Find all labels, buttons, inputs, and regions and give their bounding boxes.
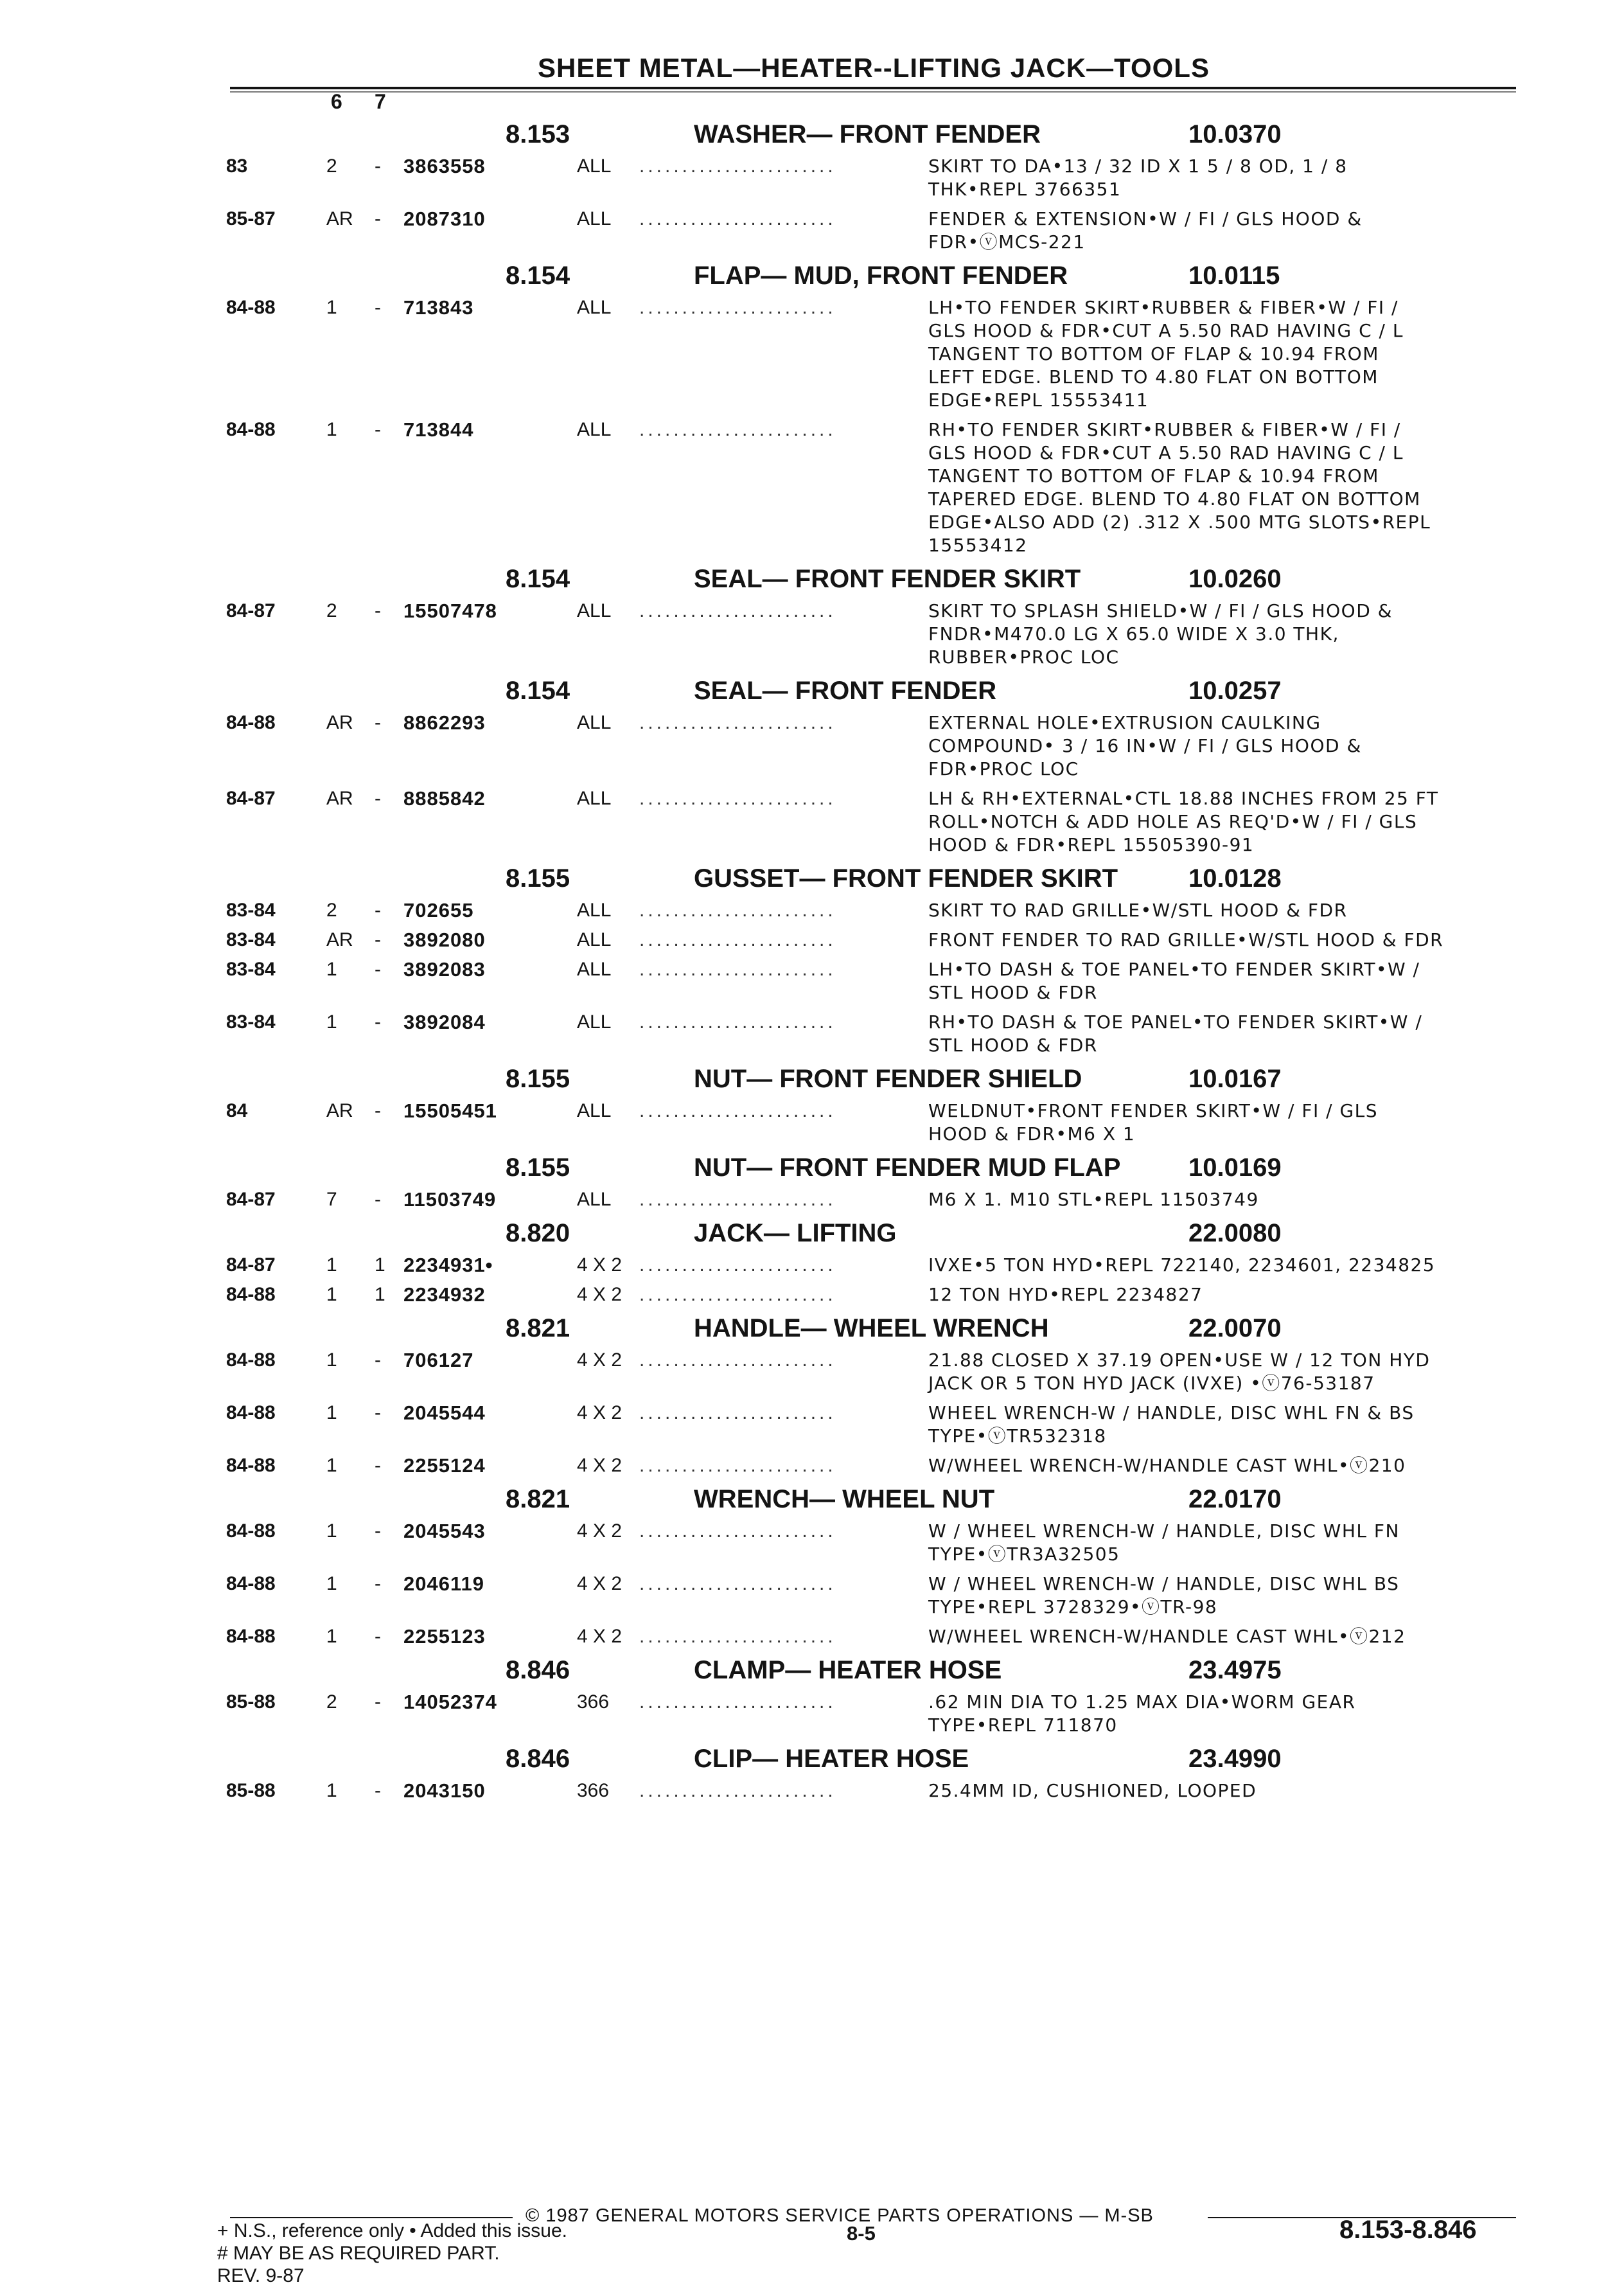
catalog-section — [0, 1218, 1624, 1313]
part-number: 3892083 — [403, 958, 486, 981]
section-group-code: 22.0070 — [1188, 1314, 1282, 1342]
quantity: AR — [326, 788, 353, 809]
part-number: 2234932 — [403, 1283, 486, 1306]
leader-dots: ....................... — [639, 1780, 836, 1801]
model-years: 84-88 — [226, 297, 276, 318]
quantity: 2 — [326, 600, 337, 621]
catalog-section — [0, 1063, 1624, 1152]
leader-dots: ....................... — [639, 1349, 836, 1371]
quantity: 1 — [326, 1780, 337, 1801]
model-applicability: 4 X 2 — [577, 1455, 622, 1476]
model-applicability: ALL — [577, 208, 612, 229]
catalog-section — [0, 675, 1624, 863]
column-7-value: - — [375, 419, 381, 440]
column-7-value: - — [375, 1349, 381, 1371]
column-7-value: - — [375, 1780, 381, 1801]
quantity: 1 — [326, 419, 337, 440]
page-number: 8-5 — [847, 2222, 876, 2245]
section-ref-number: 8.155 — [506, 864, 570, 893]
leader-dots: ....................... — [639, 600, 836, 621]
model-years: 85-88 — [226, 1780, 276, 1801]
column-7-value: - — [375, 297, 381, 318]
section-ref-number: 8.821 — [506, 1485, 570, 1513]
leader-dots: ....................... — [639, 1626, 836, 1647]
model-years: 84 — [226, 1100, 248, 1121]
part-description: FENDER & EXTENSION•W / FI / GLS HOOD & FDR•ⓥMCS-221 — [928, 208, 1363, 253]
section-part-name: CLAMP— HEATER HOSE — [694, 1656, 1002, 1684]
leader-dots: ....................... — [639, 1402, 836, 1423]
quantity: 1 — [326, 297, 337, 318]
part-number: 2255124 — [403, 1454, 486, 1477]
section-ref-number: 8.154 — [506, 677, 570, 705]
catalog-section — [0, 863, 1624, 1063]
model-applicability: ALL — [577, 1100, 612, 1121]
part-description: W/WHEEL WRENCH-W/HANDLE CAST WHL•ⓥ212 — [928, 1626, 1406, 1647]
section-header — [0, 675, 1624, 711]
model-applicability: ALL — [577, 419, 612, 440]
leader-dots: ....................... — [639, 297, 836, 318]
part-number: 713843 — [403, 296, 474, 319]
model-applicability: 4 X 2 — [577, 1520, 622, 1542]
leader-dots: ....................... — [639, 1284, 836, 1305]
model-years: 83-84 — [226, 929, 276, 950]
model-applicability: ALL — [577, 297, 612, 318]
section-part-name: SEAL— FRONT FENDER SKIRT — [694, 565, 1081, 593]
model-years: 83-84 — [226, 959, 276, 980]
part-row — [0, 1520, 1624, 1572]
part-number: 2234931• — [403, 1254, 493, 1276]
model-applicability: ALL — [577, 156, 612, 177]
part-number: 2255123 — [403, 1625, 486, 1648]
catalog-section — [0, 564, 1624, 675]
section-ref-number: 8.155 — [506, 1065, 570, 1093]
part-row — [0, 1349, 1624, 1402]
catalog-section — [0, 1152, 1624, 1218]
part-description: .62 MIN DIA TO 1.25 MAX DIA•WORM GEAR TYPE•REPL 711870 — [928, 1691, 1356, 1736]
model-applicability: 4 X 2 — [577, 1402, 622, 1423]
quantity: 2 — [326, 1691, 337, 1713]
catalog-section — [0, 1743, 1624, 1809]
column-7-value: - — [375, 1402, 381, 1423]
part-row — [0, 1188, 1624, 1218]
footnote-ns: + N.S., reference only • Added this issue. — [217, 2220, 567, 2241]
part-row — [0, 208, 1624, 260]
section-part-name: GUSSET— FRONT FENDER SKIRT — [694, 864, 1118, 893]
model-years: 84-88 — [226, 1520, 276, 1542]
leader-dots: ....................... — [639, 156, 836, 177]
column-7-value: - — [375, 208, 381, 229]
part-row — [0, 155, 1624, 208]
section-group-code: 10.0260 — [1188, 565, 1282, 593]
column-7-value: - — [375, 1691, 381, 1713]
part-row — [0, 1402, 1624, 1454]
part-description: LH & RH•EXTERNAL•CTL 18.88 INCHES FROM 25 FT ROLL•NOTCH & ADD HOLE AS REQ'D•W / FI / GLS HOOD & FDR•REPL 15505390-91 — [928, 788, 1439, 855]
section-header — [0, 119, 1624, 155]
section-group-code: 10.0115 — [1188, 262, 1280, 290]
quantity: 1 — [326, 1284, 337, 1305]
part-row — [0, 1254, 1624, 1283]
parts-list — [0, 119, 1624, 1809]
header-rule-secondary — [230, 91, 1516, 93]
column-7-value: - — [375, 929, 381, 950]
model-years: 84-88 — [226, 1349, 276, 1371]
part-row — [0, 1011, 1624, 1063]
model-years: 84-88 — [226, 1626, 276, 1647]
leader-dots: ....................... — [639, 788, 836, 809]
section-group-code: 23.4990 — [1188, 1745, 1282, 1773]
model-years: 84-88 — [226, 1455, 276, 1476]
section-ref-number: 8.820 — [506, 1219, 570, 1247]
model-years: 83-84 — [226, 900, 276, 921]
section-ref-number: 8.846 — [506, 1745, 570, 1773]
column-7-value: 1 — [375, 1284, 385, 1305]
footnote-required: # MAY BE AS REQUIRED PART. — [217, 2243, 500, 2264]
catalog-section — [0, 1313, 1624, 1484]
column-7-value: - — [375, 1100, 381, 1121]
part-number: 8885842 — [403, 787, 486, 810]
section-header — [0, 1152, 1624, 1188]
leader-dots: ....................... — [639, 900, 836, 921]
section-group-code: 22.0080 — [1188, 1219, 1282, 1247]
section-header — [0, 564, 1624, 600]
part-number: 713844 — [403, 418, 474, 441]
part-row — [0, 1454, 1624, 1484]
part-number: 3892084 — [403, 1011, 486, 1033]
leader-dots: ....................... — [639, 1691, 836, 1713]
model-years: 84-87 — [226, 788, 276, 809]
model-years: 84-87 — [226, 1254, 276, 1276]
part-description: SKIRT TO SPLASH SHIELD•W / FI / GLS HOOD & FNDR•M470.0 LG X 65.0 WIDE X 3.0 THK, RUBBER•PROC LOC — [928, 600, 1393, 668]
column-7-value: - — [375, 788, 381, 809]
model-applicability: ALL — [577, 788, 612, 809]
part-description: LH•TO DASH & TOE PANEL•TO FENDER SKIRT•W / STL HOOD & FDR — [928, 959, 1420, 1003]
quantity: 1 — [326, 1455, 337, 1476]
model-applicability: 4 X 2 — [577, 1284, 622, 1305]
part-number: 14052374 — [403, 1691, 497, 1713]
part-description: RH•TO DASH & TOE PANEL•TO FENDER SKIRT•W / STL HOOD & FDR — [928, 1011, 1423, 1056]
section-group-code: 10.0257 — [1188, 677, 1282, 705]
part-row — [0, 711, 1624, 787]
part-description: SKIRT TO RAD GRILLE•W/STL HOOD & FDR — [928, 900, 1348, 921]
part-description: WHEEL WRENCH-W / HANDLE, DISC WHL FN & BS TYPE•ⓥTR532318 — [928, 1402, 1415, 1446]
part-number: 15505451 — [403, 1099, 497, 1122]
part-number: 2045544 — [403, 1402, 486, 1424]
part-description: LH•TO FENDER SKIRT•RUBBER & FIBER•W / FI / GLS HOOD & FDR•CUT A 5.50 RAD HAVING C / L TANGENT TO BOTTOM OF FLAP & 10.94 FROM LEFT EDGE. BLEND TO 4.80 FLAT ON BOTTOM EDGE•REPL 15553411 — [928, 297, 1404, 411]
model-applicability: 366 — [577, 1691, 610, 1713]
part-number: 11503749 — [403, 1188, 497, 1211]
model-years: 84-88 — [226, 712, 276, 733]
model-years: 83-84 — [226, 1011, 276, 1033]
section-ref-number: 8.154 — [506, 565, 570, 593]
section-ref-number: 8.155 — [506, 1153, 570, 1182]
part-number: 2087310 — [403, 208, 486, 230]
section-header — [0, 1063, 1624, 1099]
leader-dots: ....................... — [639, 208, 836, 229]
model-years: 83 — [226, 156, 248, 177]
leader-dots: ....................... — [639, 1011, 836, 1033]
section-group-code: 23.4975 — [1188, 1656, 1282, 1684]
part-row — [0, 958, 1624, 1011]
section-ref-number: 8.154 — [506, 262, 570, 290]
section-group-code: 10.0128 — [1188, 864, 1282, 893]
part-number: 3863558 — [403, 155, 486, 177]
model-years: 85-87 — [226, 208, 276, 229]
part-description: IVXE•5 TON HYD•REPL 722140, 2234601, 2234825 — [928, 1254, 1436, 1276]
part-row — [0, 787, 1624, 863]
model-years: 85-88 — [226, 1691, 276, 1713]
quantity: AR — [326, 712, 353, 733]
section-part-name: WASHER— FRONT FENDER — [694, 120, 1041, 148]
column-7-value: - — [375, 1455, 381, 1476]
quantity: 7 — [326, 1189, 337, 1210]
section-ref-number: 8.821 — [506, 1314, 570, 1342]
part-description: WELDNUT•FRONT FENDER SKIRT•W / FI / GLS HOOD & FDR•M6 X 1 — [928, 1100, 1379, 1144]
part-description: M6 X 1. M10 STL•REPL 11503749 — [928, 1189, 1259, 1210]
leader-dots: ....................... — [639, 929, 836, 950]
leader-dots: ....................... — [639, 1573, 836, 1594]
section-header — [0, 1743, 1624, 1779]
leader-dots: ....................... — [639, 1100, 836, 1121]
leader-dots: ....................... — [639, 1254, 836, 1276]
section-header — [0, 260, 1624, 296]
model-applicability: 4 X 2 — [577, 1349, 622, 1371]
column-7-value: - — [375, 1520, 381, 1542]
column-7-value: - — [375, 600, 381, 621]
section-part-name: JACK— LIFTING — [694, 1219, 897, 1247]
part-row — [0, 418, 1624, 564]
section-group-code: 10.0370 — [1188, 120, 1282, 148]
part-number: 2045543 — [403, 1520, 486, 1542]
quantity: 1 — [326, 959, 337, 980]
column-7-value: - — [375, 712, 381, 733]
quantity: AR — [326, 1100, 353, 1121]
quantity: 1 — [326, 1626, 337, 1647]
model-years: 84-88 — [226, 1284, 276, 1305]
model-applicability: ALL — [577, 1011, 612, 1033]
catalog-section — [0, 1655, 1624, 1743]
model-applicability: 4 X 2 — [577, 1254, 622, 1276]
leader-dots: ....................... — [639, 959, 836, 980]
footnotes — [217, 2220, 567, 2287]
section-part-name: WRENCH— WHEEL NUT — [694, 1485, 995, 1513]
part-row — [0, 1625, 1624, 1655]
model-years: 84-88 — [226, 1573, 276, 1594]
section-group-code: 10.0169 — [1188, 1153, 1282, 1182]
part-number: 8862293 — [403, 711, 486, 734]
leader-dots: ....................... — [639, 712, 836, 733]
quantity: 1 — [326, 1573, 337, 1594]
model-applicability: ALL — [577, 959, 612, 980]
page-range: 8.153-8.846 — [1339, 2216, 1477, 2244]
quantity: 1 — [326, 1349, 337, 1371]
revision-note: REV. 9-87 — [217, 2265, 304, 2286]
column-7-header: 7 — [375, 90, 386, 113]
column-7-value: - — [375, 1573, 381, 1594]
part-row — [0, 600, 1624, 675]
part-number: 3892080 — [403, 929, 486, 951]
model-years: 84-87 — [226, 1189, 276, 1210]
column-7-value: 1 — [375, 1254, 385, 1276]
catalog-section — [0, 1484, 1624, 1655]
column-6-header: 6 — [331, 90, 342, 113]
part-row — [0, 1779, 1624, 1809]
part-description: SKIRT TO DA•13 / 32 ID X 1 5 / 8 OD, 1 / 8 THK•REPL 3766351 — [928, 156, 1348, 200]
part-row — [0, 1572, 1624, 1625]
section-ref-number: 8.846 — [506, 1656, 570, 1684]
quantity: 1 — [326, 1520, 337, 1542]
section-group-code: 10.0167 — [1188, 1065, 1282, 1093]
catalog-section — [0, 260, 1624, 564]
quantity: 1 — [326, 1402, 337, 1423]
part-row — [0, 1691, 1624, 1743]
section-part-name: SEAL— FRONT FENDER — [694, 677, 997, 705]
model-applicability: ALL — [577, 900, 612, 921]
leader-dots: ....................... — [639, 1520, 836, 1542]
catalog-section — [0, 119, 1624, 260]
part-description: W/WHEEL WRENCH-W/HANDLE CAST WHL•ⓥ210 — [928, 1455, 1406, 1476]
model-years: 84-88 — [226, 419, 276, 440]
section-part-name: NUT— FRONT FENDER MUD FLAP — [694, 1153, 1121, 1182]
leader-dots: ....................... — [639, 1189, 836, 1210]
model-years: 84-88 — [226, 1402, 276, 1423]
section-ref-number: 8.153 — [506, 120, 570, 148]
section-header — [0, 1313, 1624, 1349]
quantity: AR — [326, 208, 353, 229]
section-part-name: NUT— FRONT FENDER SHIELD — [694, 1065, 1082, 1093]
part-number: 702655 — [403, 899, 474, 921]
section-part-name: FLAP— MUD, FRONT FENDER — [694, 262, 1068, 290]
leader-dots: ....................... — [639, 419, 836, 440]
part-description: 25.4MM ID, CUSHIONED, LOOPED — [928, 1780, 1257, 1801]
section-part-name: CLIP— HEATER HOSE — [694, 1745, 969, 1773]
column-7-value: - — [375, 1189, 381, 1210]
column-7-value: - — [375, 900, 381, 921]
part-number: 2043150 — [403, 1779, 486, 1802]
model-applicability: 4 X 2 — [577, 1573, 622, 1594]
model-applicability: 366 — [577, 1780, 610, 1801]
footer-rule-left — [230, 2217, 513, 2218]
quantity: 2 — [326, 156, 337, 177]
copyright-text: © 1987 GENERAL MOTORS SERVICE PARTS OPERATIONS — M-SB — [525, 2205, 1154, 2226]
part-number: 2046119 — [403, 1572, 484, 1595]
part-row — [0, 1099, 1624, 1152]
model-applicability: ALL — [577, 600, 612, 621]
model-applicability: 4 X 2 — [577, 1626, 622, 1647]
part-description: FRONT FENDER TO RAD GRILLE•W/STL HOOD & FDR — [928, 929, 1444, 950]
section-header — [0, 1484, 1624, 1520]
model-years: 84-87 — [226, 600, 276, 621]
model-applicability: ALL — [577, 929, 612, 950]
column-7-value: - — [375, 1626, 381, 1647]
header-rule — [230, 87, 1516, 89]
part-row — [0, 929, 1624, 958]
part-row — [0, 296, 1624, 418]
leader-dots: ....................... — [639, 1455, 836, 1476]
section-header — [0, 1218, 1624, 1254]
section-header — [0, 863, 1624, 899]
quantity: 1 — [326, 1254, 337, 1276]
part-description: W / WHEEL WRENCH-W / HANDLE, DISC WHL BS TYPE•REPL 3728329•ⓥTR-98 — [928, 1573, 1400, 1617]
section-header — [0, 1655, 1624, 1691]
column-7-value: - — [375, 156, 381, 177]
quantity: 1 — [326, 1011, 337, 1033]
part-number: 706127 — [403, 1349, 474, 1371]
column-7-value: - — [375, 1011, 381, 1033]
page-title: SHEET METAL—HEATER--LIFTING JACK—TOOLS — [538, 53, 1210, 83]
part-description: RH•TO FENDER SKIRT•RUBBER & FIBER•W / FI / GLS HOOD & FDR•CUT A 5.50 RAD HAVING C / L TANGENT TO BOTTOM OF FLAP & 10.94 FROM TAPERED EDGE. BLEND TO 4.80 FLAT ON BOTTOM EDGE•ALSO ADD (2) .312 X .500 MTG SLOTS•REPL 15553412 — [928, 419, 1431, 556]
model-applicability: ALL — [577, 1189, 612, 1210]
part-description: W / WHEEL WRENCH-W / HANDLE, DISC WHL FN TYPE•ⓥTR3A32505 — [928, 1520, 1400, 1565]
part-description: 12 TON HYD•REPL 2234827 — [928, 1284, 1203, 1305]
part-row — [0, 1283, 1624, 1313]
quantity: AR — [326, 929, 353, 950]
part-description: EXTERNAL HOLE•EXTRUSION CAULKING COMPOUND• 3 / 16 IN•W / FI / GLS HOOD & FDR•PROC LOC — [928, 712, 1362, 779]
part-description: 21.88 CLOSED X 37.19 OPEN•USE W / 12 TON HYD JACK OR 5 TON HYD JACK (IVXE) •ⓥ76-53187 — [928, 1349, 1431, 1394]
part-number: 15507478 — [403, 600, 497, 622]
section-group-code: 22.0170 — [1188, 1485, 1282, 1513]
column-7-value: - — [375, 959, 381, 980]
section-part-name: HANDLE— WHEEL WRENCH — [694, 1314, 1049, 1342]
model-applicability: ALL — [577, 712, 612, 733]
quantity: 2 — [326, 900, 337, 921]
part-row — [0, 899, 1624, 929]
